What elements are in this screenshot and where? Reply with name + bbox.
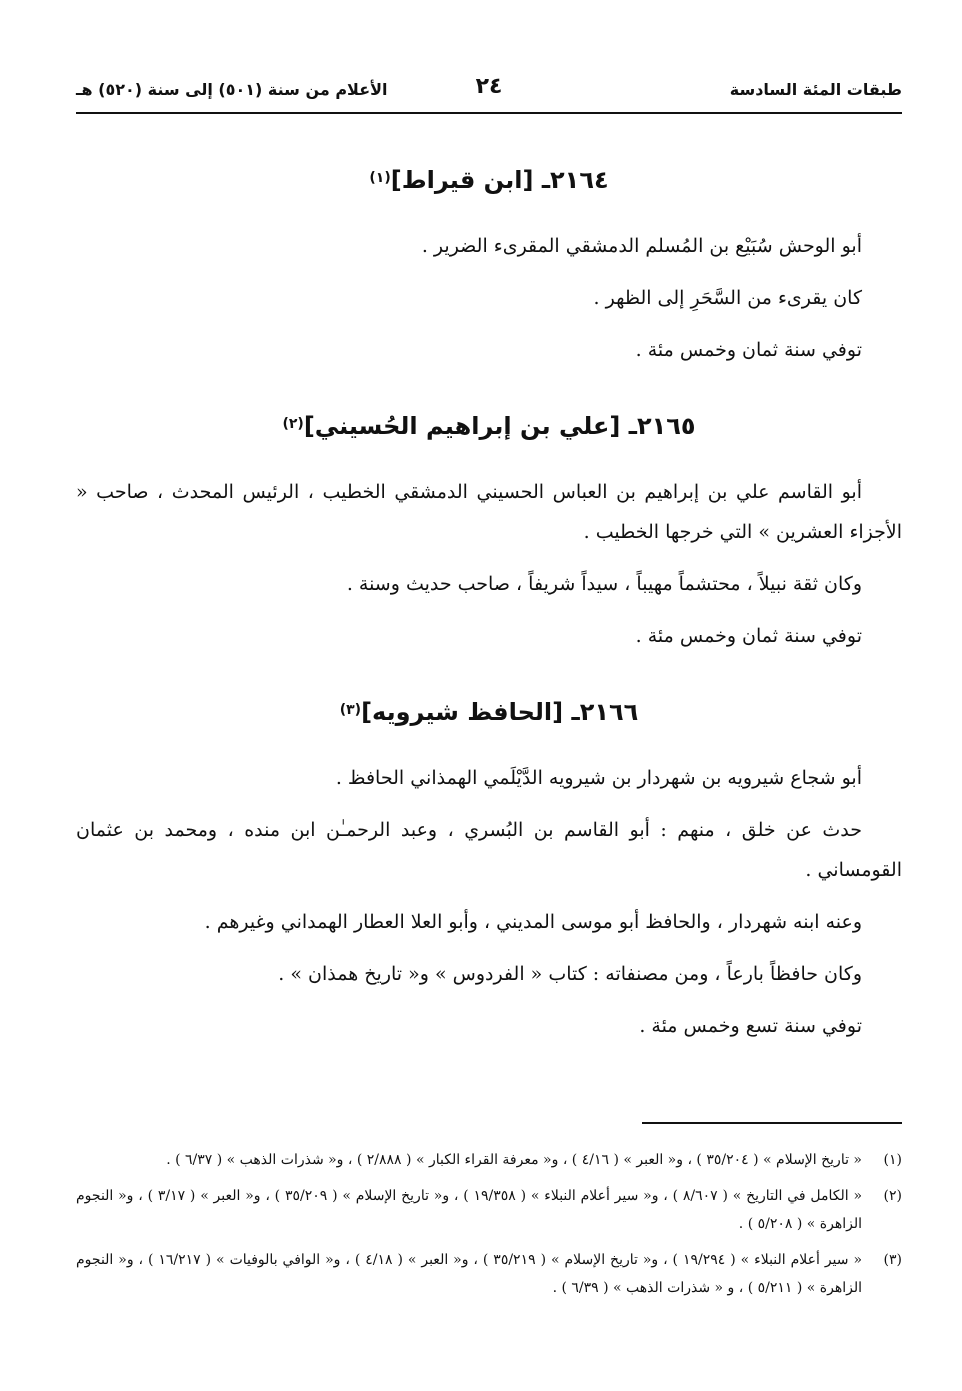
header-book-section: طبقات المئة السادسة	[729, 80, 902, 99]
paragraph: أبو القاسم علي بن إبراهيم بن العباس الحسيني الدمشقي الخطيب ، الرئيس المحدث ، صاحب « الأجزاء العشرين » التي خرجها الخطيب .	[76, 481, 902, 543]
paragraph: وكان حافظاً بارعاً ، ومن مصنفاته : كتاب « الفردوس » و« تاريخ همذان » .	[278, 963, 862, 985]
paragraph: أبو الوحش سُبَيْع بن المُسلم الدمشقي المقرىء الضرير .	[421, 235, 862, 257]
entry-heading: ٢١٦٥ـ [علي بن إبراهيم الحُسيني]	[303, 412, 696, 440]
main-text	[76, 160, 902, 1082]
footnote	[76, 1146, 902, 1174]
footnote-number: (٢)	[883, 1188, 902, 1204]
running-header	[76, 74, 902, 104]
entry-title	[76, 406, 902, 450]
footnote-number: (٣)	[883, 1252, 902, 1268]
footnote-number: (١)	[883, 1152, 902, 1168]
paragraph: توفي سنة ثمان وخمس مئة .	[635, 339, 862, 361]
footnote	[76, 1246, 902, 1302]
paragraph: كان يقرىء من السَّحَرِ إلى الظهر .	[593, 287, 862, 309]
paragraph: أبو شجاع شيرويه بن شهردار بن شيرويه الدَّيْلَمي الهمذاني الحافظ .	[335, 767, 862, 789]
footnote-divider	[642, 1122, 902, 1124]
entry	[76, 692, 902, 1046]
paragraph: توفي سنة تسع وخمس مئة .	[639, 1015, 862, 1037]
footnote-text: « الكامل في التاريخ » ( ٨/٦٠٧ ) ، و« سير أعلام النبلاء » ( ١٩/٣٥٨ ) ، و« تاريخ الإسلام » ( ٣٥/٢٠٩ ) ، و« العبر » ( ٣/١٧ ) ، و« النجوم الزاهرة » ( ٥/٢٠٨ ) .	[76, 1188, 863, 1232]
paragraph: توفي سنة ثمان وخمس مئة .	[635, 625, 862, 647]
entry	[76, 406, 902, 656]
paragraph: حدث عن خلق ، منهم : أبو القاسم بن البُسري ، وعبد الرحمـٰن ابن منده ، ومحمد بن عثمان القومساني .	[76, 819, 902, 881]
header-divider	[76, 112, 902, 114]
page-number: ٢٤	[475, 74, 503, 99]
footnote-ref: (١)	[369, 170, 391, 186]
footnote-text: « سير أعلام النبلاء » ( ١٩/٢٩٤ ) ، و« تاريخ الإسلام » ( ٣٥/٢١٩ ) ، و« العبر » ( ٤/١٨ ) ، و« الوافي بالوفيات » ( ١٦/٢١٧ ) ، و« النجوم الزاهرة » ( ٥/٢١١ ) ، و « شذرات الذهب » ( ٦/٣٩ ) .	[76, 1252, 863, 1296]
entry-heading: ٢١٦٤ـ [ابن قيراط]	[390, 166, 609, 194]
paragraph: وعنه ابنه شهردار ، والحافظ أبو موسى المديني ، وأبو العلا العطار الهمداني وغيرهم .	[204, 911, 862, 933]
footnotes	[76, 1146, 902, 1310]
entry-title	[76, 692, 902, 736]
footnote	[76, 1182, 902, 1238]
entry-heading: ٢١٦٦ـ [الحافظ شيرويه]	[361, 698, 639, 726]
footnote-text: « تاريخ الإسلام » ( ٣٥/٢٠٤ ) ، و« العبر » ( ٤/١٦ ) ، و« معرفة القراء الكبار » ( ٢/٨٨٨ ) ، و« شذرات الذهب » ( ٦/٣٧ ) .	[166, 1152, 862, 1168]
footnote-ref: (٢)	[282, 416, 304, 432]
footnote-ref: (٣)	[339, 702, 362, 718]
entry-title	[76, 160, 902, 204]
entry	[76, 160, 902, 370]
paragraph: وكان ثقة نبيلاً ، محتشماً مهيباً ، سيداً شريفاً ، صاحب حديث وسنة .	[346, 573, 862, 595]
header-range: الأعلام من سنة (٥٠١) إلى سنة (٥٢٠) هـ	[76, 80, 388, 99]
